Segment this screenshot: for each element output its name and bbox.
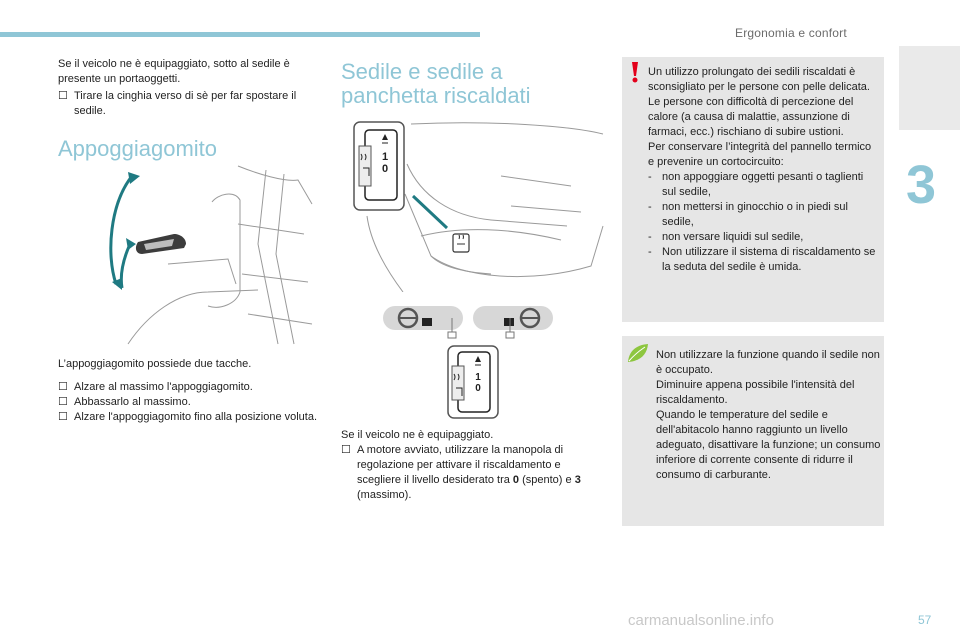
heated-seat-intro: Se il veicolo ne è equipaggiato. [341, 429, 494, 441]
heated-seat-step-text [341, 443, 603, 503]
dial-label-1: 1 [381, 151, 389, 163]
eco-line-1: Non utilizzare la funzione quando il sedile non è occupato. [656, 349, 880, 376]
checkbox-bullet-icon: ☐ [58, 396, 68, 408]
warning-content [648, 65, 880, 275]
armrest-step-1 [58, 380, 320, 395]
heated-seat-title-line-2: panchetta riscaldati [341, 83, 531, 108]
warning-item-4-text: Non utilizzare il sistema di riscaldamento se la seduta del sedile è umida. [662, 246, 876, 273]
armrest-description: L’appoggiagomito possiede due tacche. [58, 358, 252, 370]
step-text-after: (massimo). [357, 489, 412, 501]
eco-line-2: Diminuire appena possibile l'intensità del riscaldamento. [656, 379, 855, 406]
eco-leaf-icon [627, 343, 649, 363]
warning-item-1-text: non appoggiare oggetti pesanti o taglienti sul sedile, [662, 171, 864, 198]
dial-label-0: 0 [381, 163, 389, 175]
right-hand-drive-indicator [472, 302, 554, 340]
warning-line-1: Un utilizzo prolungato dei sedili riscaldati è sconsigliato per le persone con pelle delicata. [648, 66, 870, 93]
warning-item-3-text: non versare liquidi sul sedile, [662, 231, 804, 243]
armrest-illustration [108, 164, 314, 348]
armrest-title: Appoggiagomito [58, 136, 218, 161]
chapter-tab [899, 46, 960, 130]
checkbox-bullet-icon: ☐ [58, 411, 68, 423]
page-number: 57 [918, 613, 932, 627]
storage-intro: Se il veicolo ne è equipaggiato, sotto al sedile è presente un portaoggetti. [58, 58, 290, 85]
heated-seat-title-line-1: Sedile e sedile a [341, 59, 503, 84]
warning-exclamation-icon [629, 60, 641, 84]
warning-item-2: - non mettersi in ginocchio o in piedi sul sedile, [648, 201, 848, 228]
checkbox-bullet-icon: ☐ [58, 381, 68, 393]
storage-bullet [58, 89, 320, 119]
header-accent-bar [0, 32, 480, 37]
level-max-value: 3 [574, 474, 581, 486]
warning-item-2-text: non mettersi in ginocchio o in piedi sul sedile, [662, 201, 848, 228]
step-text-before: A motore avviato, utilizzare la manopola di regolazione per attivare il riscaldamento e scegliere il livello desiderato tra [357, 444, 564, 486]
dial-label-0: 0 [475, 383, 481, 394]
armrest-step-3-text: Alzare l'appoggiagomito fino alla posizione voluta. [74, 411, 318, 423]
step-text-middle: (spento) e [519, 474, 575, 486]
level-off-value: 0 [512, 474, 520, 486]
warning-item-3: - non versare liquidi sul sedile, [648, 231, 804, 243]
checkbox-bullet-icon: ☐ [341, 444, 351, 456]
checkbox-bullet-icon: ☐ [58, 90, 68, 102]
warning-line-3: Per conservare l’integrità del pannello termico e prevenire un cortocircuito: [648, 141, 872, 168]
chapter-number: 3 [906, 155, 937, 215]
armrest-step-1-text: Alzare al massimo l'appoggiagomito. [74, 381, 253, 393]
eco-content [656, 348, 882, 483]
left-hand-drive-indicator [382, 302, 464, 340]
seat-heating-switch-closeup [354, 122, 404, 210]
dial-label-1: 1 [475, 372, 481, 383]
storage-bullet-text: Tirare la cinghia verso di sè per far spostare il sedile. [74, 90, 297, 117]
eco-line-3: Quando le temperature del sedile e dell'abitacolo hanno raggiunto un livello adeguato, disattivare la funzione; un consumo inferiore di corrente consente di ridurre il consumo di carburante. [656, 409, 881, 481]
heated-seat-illustration [341, 116, 606, 292]
heated-seat-title [341, 60, 601, 108]
seat-heating-dial [446, 344, 500, 420]
armrest-step-3 [58, 410, 320, 425]
warning-item-4: - Non utilizzare il sistema di riscaldamento se la seduta del sedile è umida. [648, 246, 876, 273]
armrest-step-2 [58, 395, 320, 410]
heated-seat-step [341, 443, 603, 503]
warning-line-2: Le persone con difficoltà di percezione del calore (a causa di malattie, assunzione di farmaci, ecc.) rischiano di subire ustioni. [648, 96, 854, 138]
armrest-step-2-text: Abbassarlo al massimo. [74, 396, 191, 408]
warning-item-1: - non appoggiare oggetti pesanti o taglienti sul sedile, [648, 171, 864, 198]
section-title: Ergonomia e confort [735, 26, 847, 40]
watermark: carmanualsonline.info [628, 612, 774, 629]
